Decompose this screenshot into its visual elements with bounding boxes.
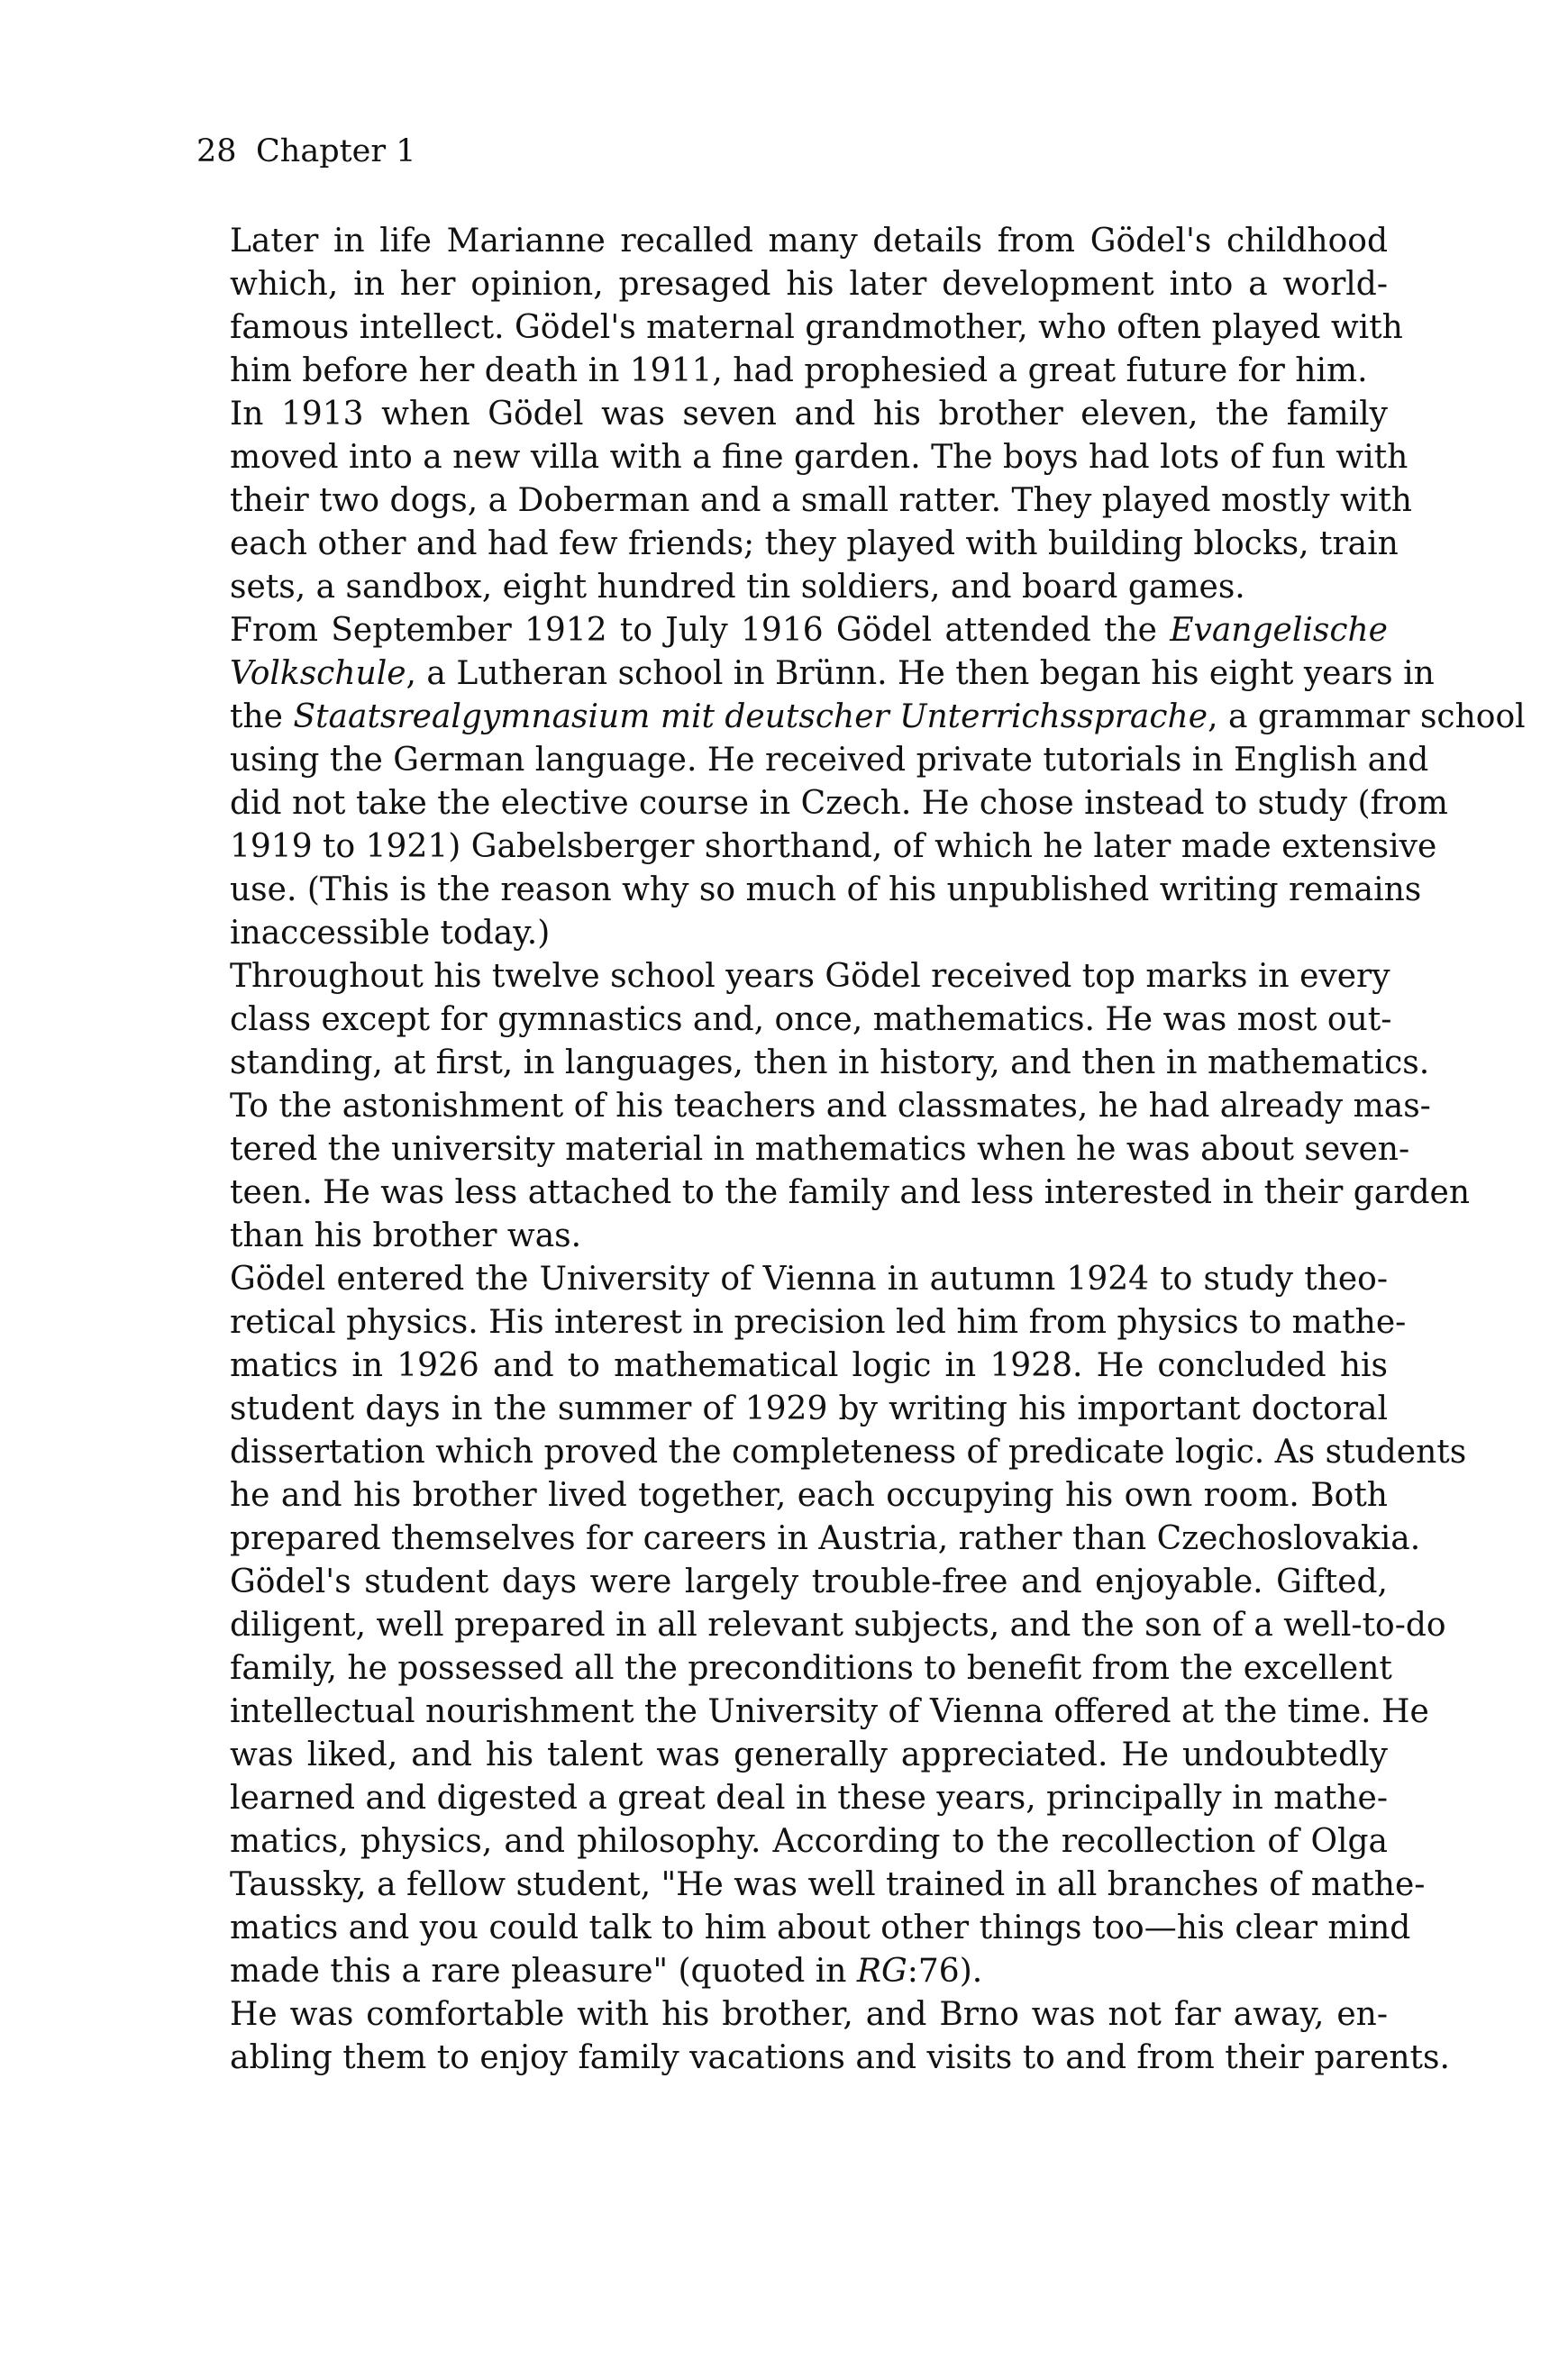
paragraph	[230, 609, 1526, 955]
text-line	[230, 1085, 1431, 1128]
text-line	[230, 1344, 1388, 1388]
text-line	[230, 523, 1399, 566]
text-line	[230, 782, 1448, 825]
text-line	[230, 1431, 1467, 1474]
text-line	[230, 1604, 1446, 1647]
text-line	[230, 479, 1412, 523]
page-number: 28	[196, 133, 237, 169]
paragraph	[230, 1561, 1446, 1993]
text-line	[230, 739, 1429, 782]
text-run: Gödel's student days were largely trouble-free and enjoyable. Gifted,	[230, 1563, 1388, 1600]
text-line	[230, 1301, 1407, 1344]
paragraph	[230, 220, 1403, 393]
text-line	[230, 1820, 1388, 1864]
text-line	[230, 609, 1388, 652]
text-run: 1919 to 1921) Gabelsberger shorthand, of which he later made extensive	[230, 828, 1437, 865]
text-run: famous intellect. Gödel's maternal grandmother, who often played with	[230, 309, 1403, 346]
text-run: moved into a new villa with a fine garden. The boys had lots of fun with	[230, 439, 1408, 476]
text-run: diligent, well prepared in all relevant subjects, and the son of a well-to-do	[230, 1607, 1446, 1644]
text-run: :76).	[907, 1953, 983, 1990]
text-line	[230, 1864, 1426, 1907]
text-run: matics in 1926 and to mathematical logic in 1928. He concluded his	[230, 1347, 1388, 1384]
text-line	[230, 696, 1526, 739]
text-line	[230, 220, 1388, 263]
text-line	[230, 1777, 1388, 1820]
text-run: matics, physics, and philosophy. According to the recollection of Olga	[230, 1823, 1388, 1860]
text-line	[230, 869, 1422, 912]
text-run: dissertation which proved the completeness of predicate logic. As students	[230, 1434, 1467, 1471]
text-run: teen. He was less attached to the family and less interested in their garden	[230, 1174, 1470, 1211]
text-run: Taussky, a fellow student, "He was well trained in all branches of mathe-	[230, 1866, 1426, 1903]
text-line	[230, 1215, 1388, 1258]
body-text	[230, 220, 1526, 2080]
text-run: family, he possessed all the preconditions to benefit from the excellent	[230, 1650, 1392, 1687]
text-line	[230, 1907, 1411, 1950]
text-run: Later in life Marianne recalled many details from Gödel's childhood	[230, 223, 1388, 260]
text-run: Gödel entered the University of Vienna in autumn 1924 to study theo-	[230, 1261, 1388, 1298]
text-run: , a grammar school	[1208, 698, 1526, 735]
text-run: , a Lutheran school in Brünn. He then began his eight years in	[406, 655, 1435, 692]
text-run: Throughout his twelve school years Gödel received top marks in every	[230, 958, 1390, 995]
text-line	[230, 393, 1388, 436]
paragraph	[230, 1993, 1450, 2080]
text-run: From September 1912 to July 1916 Gödel attended the	[230, 612, 1171, 649]
text-run: To the astonishment of his teachers and classmates, he had already mas-	[230, 1088, 1431, 1125]
text-line	[230, 263, 1388, 306]
text-line	[230, 825, 1437, 869]
text-run: prepared themselves for careers in Austria, rather than Czechoslovakia.	[230, 1520, 1421, 1557]
text-line	[230, 1950, 1388, 1993]
text-run: which, in her opinion, presaged his later development into a world-	[230, 266, 1388, 303]
text-run: using the German language. He received private tutorials in English and	[230, 742, 1429, 779]
text-run: He was comfortable with his brother, and Brno was not far away, en-	[230, 1996, 1388, 2033]
text-run: he and his brother lived together, each occupying his own room. Both	[230, 1477, 1388, 1514]
italic-text: Staatsrealgymnasium mit deutscher Unterrichssprache	[293, 698, 1208, 735]
text-run: inaccessible today.)	[230, 915, 551, 952]
text-run: standing, at first, in languages, then in history, and then in mathematics.	[230, 1044, 1430, 1081]
running-head	[196, 133, 416, 169]
text-run: learned and digested a great deal in these years, principally in mathe-	[230, 1780, 1388, 1817]
text-run: sets, a sandbox, eight hundred tin soldiers, and board games.	[230, 569, 1245, 606]
chapter-title: Chapter 1	[256, 133, 416, 169]
text-line	[230, 566, 1388, 609]
italic-text: Evangelische	[1170, 612, 1388, 649]
text-run: than his brother was.	[230, 1217, 582, 1254]
text-line	[230, 1128, 1410, 1171]
text-line	[230, 998, 1392, 1042]
text-line	[230, 912, 1388, 955]
text-line	[230, 350, 1388, 393]
text-run: student days in the summer of 1929 by writing his important doctoral	[230, 1390, 1388, 1427]
text-line	[230, 1388, 1388, 1431]
text-line	[230, 955, 1388, 998]
text-run: class except for gymnastics and, once, mathematics. He was most out-	[230, 1001, 1392, 1038]
text-line	[230, 1691, 1429, 1734]
text-line	[230, 1561, 1388, 1604]
text-line	[230, 1171, 1470, 1215]
text-run: each other and had few friends; they played with building blocks, train	[230, 525, 1399, 562]
text-line	[230, 436, 1408, 479]
text-line	[230, 1042, 1430, 1085]
text-run: intellectual nourishment the University of Vienna offered at the time. He	[230, 1693, 1429, 1730]
text-run: In 1913 when Gödel was seven and his brother eleven, the family	[230, 396, 1388, 433]
text-line	[230, 652, 1435, 696]
paragraph	[230, 393, 1412, 609]
text-run: matics and you could talk to him about other things too—his clear mind	[230, 1910, 1411, 1946]
text-run: their two dogs, a Doberman and a small ratter. They played mostly with	[230, 482, 1412, 519]
text-line	[230, 1734, 1388, 1777]
italic-text: RG	[856, 1953, 907, 1990]
text-run: him before her death in 1911, had prophesied a great future for him.	[230, 352, 1368, 389]
text-run: abling them to enjoy family vacations and visits to and from their parents.	[230, 2039, 1450, 2076]
text-line	[230, 1258, 1388, 1301]
text-run: the	[230, 698, 294, 735]
text-line	[230, 306, 1403, 350]
text-run: was liked, and his talent was generally appreciated. He undoubtedly	[230, 1736, 1388, 1773]
text-run: tered the university material in mathematics when he was about seven-	[230, 1131, 1410, 1168]
italic-text: Volkschule	[230, 655, 406, 692]
text-run: retical physics. His interest in precision led him from physics to mathe-	[230, 1304, 1407, 1341]
text-run: use. (This is the reason why so much of his unpublished writing remains	[230, 871, 1422, 908]
text-line	[230, 1518, 1421, 1561]
text-line	[230, 1647, 1392, 1691]
text-run: made this a rare pleasure" (quoted in	[230, 1953, 857, 1990]
text-line	[230, 1474, 1388, 1518]
paragraph	[230, 955, 1470, 1258]
text-line	[230, 2037, 1450, 2080]
paragraph	[230, 1258, 1467, 1561]
text-line	[230, 1993, 1388, 2037]
text-run: did not take the elective course in Czech. He chose instead to study (from	[230, 785, 1448, 822]
